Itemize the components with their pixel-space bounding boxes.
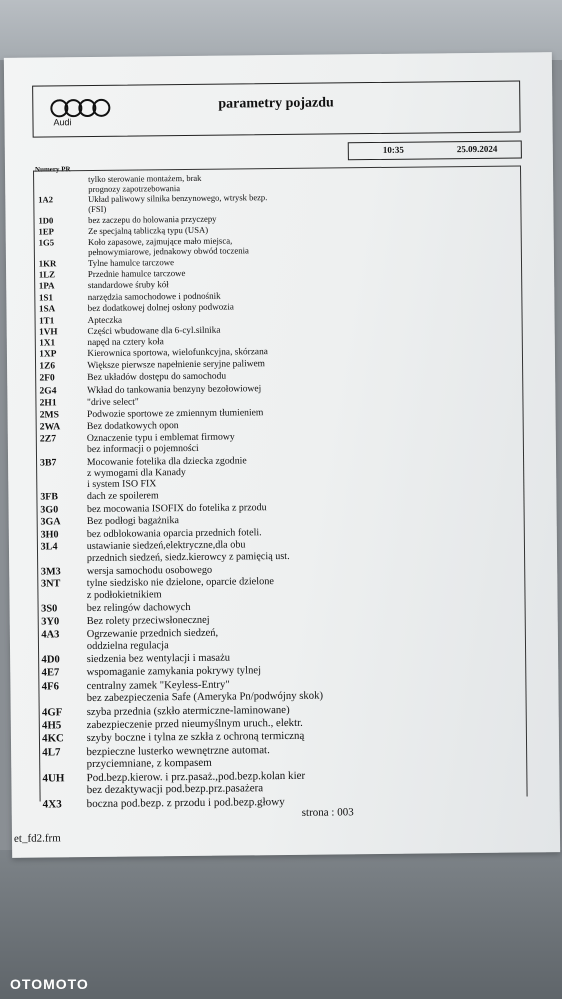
time-date-box	[348, 140, 522, 160]
pr-description: bez mocowania ISOFIX do fotelika z przodu	[86, 501, 267, 515]
pr-description: standardowe śruby kół	[87, 279, 169, 291]
pr-description: szyba przednia (szkło atermiczne-laminowane)	[86, 703, 290, 718]
page-title: parametry pojazdu	[218, 95, 334, 112]
pr-description: bez zaczepu do holowania przyczepy	[88, 213, 217, 225]
pr-description: Tylne hamulce tarczowe	[87, 257, 175, 268]
pr-code: 4H5	[41, 719, 62, 732]
section-label: Numery PR	[34, 165, 71, 174]
pr-description: tylko sterowanie montażem, brak	[88, 172, 202, 185]
pr-code: 1T1	[39, 314, 55, 326]
pr-code: 1A2	[38, 194, 54, 205]
pr-code: 4UH	[42, 772, 65, 785]
pr-code: 4GF	[41, 705, 63, 719]
pr-code: 4D0	[41, 654, 60, 666]
pr-description: Mocowanie fotelika dla dziecka zgodnie	[86, 454, 247, 468]
form-filename: et_fd2.frm	[13, 832, 61, 845]
pr-description: Ze specjalną tabliczką typu (USA)	[87, 224, 209, 236]
pr-description: oddzielna regulacja	[86, 639, 169, 652]
pr-code: 2H1	[39, 397, 57, 409]
pr-description: wspomaganie zamykania pokrywy tylnej	[86, 665, 262, 679]
pr-code: 4A3	[41, 629, 60, 641]
pr-description: bez dodatkowej dolnej osłony podwozia	[87, 301, 234, 314]
pr-code: 1LZ	[38, 269, 56, 280]
pr-code: 1VH	[39, 326, 58, 337]
pr-code: 4F6	[41, 680, 60, 693]
pr-description: bezpieczne lusterko wewnętrzne automat.	[86, 744, 270, 758]
pr-description: tylne siedzisko nie dzielone, oparcie dzielone	[86, 576, 275, 590]
pr-code: 4L7	[42, 746, 61, 759]
pr-code: 1SA	[38, 303, 56, 314]
pr-description: bez dezaktywacji pod.bezp.prz.pasażera	[86, 782, 264, 797]
pr-description: bez odblokowania oparcia przednich foteli.	[86, 526, 262, 540]
pr-description: wersja samochodu osobowego	[86, 564, 213, 577]
pr-code: 1XP	[39, 349, 57, 360]
time-value: 10:35	[382, 144, 404, 155]
pr-code: 3B7	[39, 456, 57, 469]
pr-code: 4X3	[42, 798, 62, 811]
page-number: strona : 003	[301, 806, 354, 819]
pr-description: Bez układów dostępu do samochodu	[87, 371, 227, 384]
pr-description: napęd na cztery koła	[87, 336, 164, 348]
pr-code: 2WA	[39, 421, 61, 433]
pr-code: 3M3	[40, 565, 61, 578]
pr-item	[34, 210, 520, 226]
pr-code: 1G5	[38, 237, 55, 248]
pr-description: Większe pierwsze napełnienie seryjne paliwem	[87, 359, 266, 372]
pr-code: 3GA	[40, 516, 61, 528]
pr-description: Bez podłogi bagażnika	[86, 515, 180, 528]
pr-description: dach ze spoilerem	[86, 490, 159, 503]
background-top	[0, 0, 562, 60]
pr-code: 1Z6	[39, 361, 56, 372]
pr-code: 3NT	[40, 578, 61, 590]
pr-code: 3S0	[41, 603, 58, 615]
pr-description: z wymogami dla Kanady	[86, 466, 186, 479]
pr-code: 4E7	[41, 667, 60, 679]
pr-description: Apteczka	[87, 314, 123, 325]
pr-code: 3Y0	[41, 616, 60, 628]
pr-description: Bez rolety przeciwsłonecznej	[86, 614, 210, 627]
pr-code: 3L4	[40, 541, 58, 553]
brand-label: Audi	[53, 117, 72, 128]
pr-description: Układ paliwowy silnika benzynowego, wtrysk bezp.	[88, 192, 268, 205]
pr-description: z podłokietnikiem	[86, 589, 162, 602]
header-box	[32, 80, 521, 137]
pr-description: Przednie hamulce tarczowe	[87, 268, 186, 280]
pr-description: "drive select"	[86, 396, 139, 408]
pr-description: narzędzia samochodowe i podnośnik	[87, 290, 221, 302]
pr-code: 1X1	[39, 338, 56, 349]
pr-description: Kierownica sportowa, wielofunkcyjna, skórzana	[87, 347, 268, 360]
watermark-logo: OTOMOTO	[10, 976, 89, 992]
pr-description: (FSI)	[88, 203, 107, 215]
pr-description: Pod.bezp.kierow. i prz.pasaż.,pod.bezp.kolan kier	[86, 769, 306, 784]
pr-code: 1KR	[38, 258, 57, 269]
pr-code: 1PA	[38, 280, 55, 291]
pr-description: pełnowymiarowe, jednakowy obwód toczenia	[87, 245, 249, 257]
pr-code: 1S1	[38, 292, 54, 303]
pr-code: 2F0	[39, 373, 55, 384]
pr-code: 3FB	[40, 491, 59, 503]
pr-code-list	[33, 165, 528, 811]
pr-description: zabezpieczenie przed nieumyślnym uruch., elektr.	[86, 716, 303, 732]
document-page	[4, 52, 560, 858]
pr-description: Bez dodatkowych opon	[86, 420, 179, 433]
pr-code: 2Z7	[39, 433, 57, 445]
pr-description: boczna pod.bezp. z przodu i pod.bezp.głowy	[86, 796, 285, 811]
pr-code: 1EP	[38, 226, 54, 237]
pr-description: przyciemniane, z kompasem	[86, 757, 212, 771]
pr-code: 2MS	[39, 409, 60, 421]
pr-description: bez zabezpieczenia Safe (Ameryka Pn/podwójny skok)	[86, 689, 324, 705]
pr-code: 3G0	[40, 503, 59, 516]
pr-description: siedzenia bez wentylacji i masażu	[86, 652, 231, 665]
pr-description: Oznaczenie typu i emblemat firmowy	[86, 431, 235, 445]
pr-description: Koło zapasowe, zajmujące mało miejsca,	[87, 235, 233, 247]
date-value: 25.09.2024	[456, 143, 498, 155]
pr-item	[34, 169, 520, 194]
pr-description: centralny zamek "Keyless-Entry"	[86, 678, 230, 693]
pr-description: bez informacji o pojemności	[86, 443, 199, 456]
pr-description: Podwozie sportowe ze zmiennym tłumieniem	[86, 407, 264, 420]
pr-description: Części wbudowane dla 6-cyl.silnika	[87, 324, 221, 337]
pr-description: szyby boczne i tylna ze szkła z ochroną termiczną	[86, 730, 305, 745]
pr-description: Ogrzewanie przednich siedzeń,	[86, 627, 219, 640]
pr-code: 2G4	[39, 385, 57, 397]
pr-description: prognozy zapotrzebowania	[88, 182, 181, 194]
pr-code: 1D0	[38, 215, 54, 226]
pr-code: 4KC	[42, 732, 64, 745]
pr-description: ustawianie siedzeń,elektryczne,dla obu	[86, 539, 246, 553]
pr-code: 3H0	[40, 529, 59, 541]
pr-description: Wkład do tankowania benzyny bezołowiowej	[87, 383, 262, 396]
pr-description: przednich siedzeń, siedz.kierowcy z pamięcią ust.	[86, 550, 290, 564]
pr-description: bez relingów dachowych	[86, 601, 191, 614]
pr-description: i system ISO FIX	[87, 478, 157, 490]
